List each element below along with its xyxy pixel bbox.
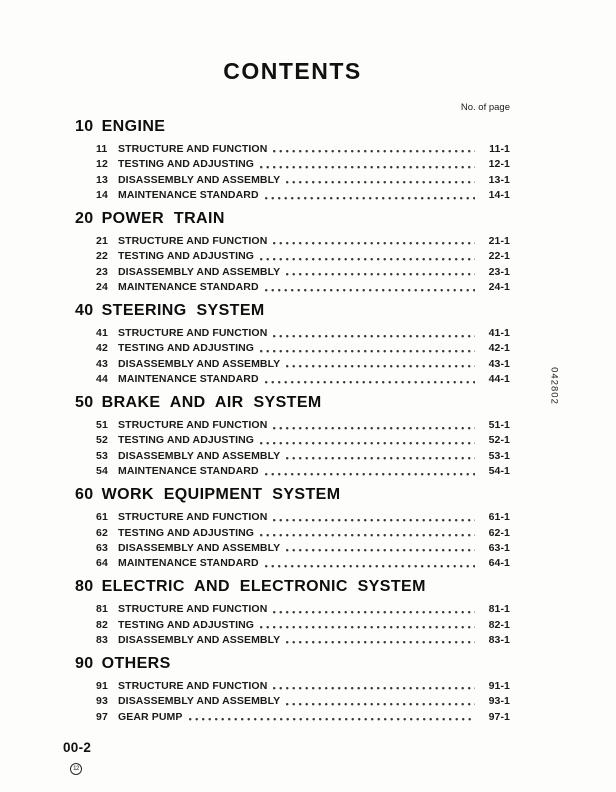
toc-row	[75, 340, 510, 355]
dot-leader	[265, 196, 475, 200]
section-number: 40	[75, 302, 94, 320]
toc-row	[75, 677, 510, 692]
item-title: TESTING AND ADJUSTING	[118, 250, 255, 263]
dot-leader	[260, 441, 475, 445]
item-page-number: 83-1	[488, 633, 510, 646]
item-title: TESTING AND ADJUSTING	[118, 434, 255, 447]
toc-row	[75, 462, 510, 477]
item-number: 91	[96, 679, 108, 692]
item-number: 97	[96, 710, 108, 723]
item-number: 83	[96, 633, 108, 646]
item-number: 14	[96, 189, 108, 202]
item-title: TESTING AND ADJUSTING	[118, 618, 255, 631]
section-heading	[75, 118, 510, 135]
item-page-number: 44-1	[488, 373, 510, 386]
toc-row	[75, 370, 510, 385]
section-heading	[75, 302, 510, 319]
dot-leader	[260, 625, 475, 629]
toc-row	[75, 616, 510, 631]
item-number: 64	[96, 557, 108, 570]
item-title: STRUCTURE AND FUNCTION	[118, 679, 268, 692]
item-title: DISASSEMBLY AND ASSEMBLY	[118, 265, 281, 278]
item-page-number: 12-1	[488, 158, 510, 171]
item-number: 13	[96, 173, 108, 186]
item-number: 53	[96, 449, 108, 462]
item-page-number: 24-1	[488, 281, 510, 294]
item-title: TESTING AND ADJUSTING	[118, 342, 255, 355]
item-title: MAINTENANCE STANDARD	[118, 465, 259, 478]
item-title: MAINTENANCE STANDARD	[118, 557, 259, 570]
item-title: STRUCTURE AND FUNCTION	[118, 511, 268, 524]
item-page-number: 52-1	[488, 434, 510, 447]
item-page-number: 82-1	[488, 618, 510, 631]
item-title: STRUCTURE AND FUNCTION	[118, 327, 268, 340]
dot-leader	[273, 686, 475, 690]
item-number: 22	[96, 250, 108, 263]
dot-leader	[265, 380, 475, 384]
toc-row	[75, 554, 510, 569]
toc-row	[75, 324, 510, 339]
item-title: DISASSEMBLY AND ASSEMBLY	[118, 357, 281, 370]
toc-section	[75, 578, 510, 646]
toc-row	[75, 692, 510, 707]
toc-section	[75, 655, 510, 723]
item-number: 41	[96, 327, 108, 340]
item-page-number: 51-1	[488, 419, 510, 432]
dot-leader	[260, 165, 475, 169]
toc-row	[75, 524, 510, 539]
item-title: STRUCTURE AND FUNCTION	[118, 234, 268, 247]
toc-row	[75, 232, 510, 247]
dot-leader	[273, 610, 475, 614]
toc-row	[75, 447, 510, 462]
toc-row	[75, 186, 510, 201]
item-number: 23	[96, 265, 108, 278]
item-number: 82	[96, 618, 108, 631]
toc-list	[75, 118, 510, 732]
item-number: 63	[96, 541, 108, 554]
section-number: 20	[75, 210, 94, 228]
item-title: TESTING AND ADJUSTING	[118, 526, 255, 539]
toc-section	[75, 210, 510, 294]
toc-row	[75, 263, 510, 278]
dot-leader	[260, 257, 475, 261]
page-title: CONTENTS	[223, 58, 362, 84]
dot-leader	[273, 426, 475, 430]
section-number: 80	[75, 578, 94, 596]
item-title: STRUCTURE AND FUNCTION	[118, 419, 268, 432]
dot-leader	[286, 364, 475, 368]
dot-leader	[273, 518, 475, 522]
item-page-number: 21-1	[488, 234, 510, 247]
toc-row	[75, 171, 510, 186]
item-page-number: 42-1	[488, 342, 510, 355]
item-number: 51	[96, 419, 108, 432]
toc-section	[75, 394, 510, 478]
toc-row	[75, 432, 510, 447]
section-title: OTHERS	[101, 654, 171, 672]
item-number: 44	[96, 373, 108, 386]
dot-leader	[260, 533, 475, 537]
dot-leader	[273, 241, 475, 245]
dot-leader	[286, 640, 475, 644]
footer-page-number: 00-2	[63, 740, 92, 755]
dot-leader	[286, 548, 475, 552]
item-title: DISASSEMBLY AND ASSEMBLY	[118, 449, 281, 462]
toc-section	[75, 486, 510, 570]
toc-row	[75, 508, 510, 523]
section-title: BRAKE AND AIR SYSTEM	[101, 394, 322, 412]
toc-section	[75, 118, 510, 202]
toc-row	[75, 631, 510, 646]
item-number: 24	[96, 281, 108, 294]
item-title: DISASSEMBLY AND ASSEMBLY	[118, 541, 281, 554]
toc-row	[75, 416, 510, 431]
item-number: 81	[96, 603, 108, 616]
toc-row	[75, 140, 510, 155]
section-title: WORK EQUIPMENT SYSTEM	[101, 486, 341, 504]
item-number: 54	[96, 465, 108, 478]
toc-section	[75, 302, 510, 386]
side-form-code: 042802	[548, 367, 560, 405]
section-title: ELECTRIC AND ELECTRONIC SYSTEM	[101, 578, 426, 596]
item-title: STRUCTURE AND FUNCTION	[118, 603, 268, 616]
dot-leader	[273, 149, 475, 153]
item-page-number: 41-1	[488, 327, 510, 340]
item-number: 52	[96, 434, 108, 447]
item-title: DISASSEMBLY AND ASSEMBLY	[118, 695, 281, 708]
dot-leader	[273, 334, 475, 338]
item-title: DISASSEMBLY AND ASSEMBLY	[118, 633, 281, 646]
toc-row	[75, 539, 510, 554]
section-number: 60	[75, 486, 94, 504]
item-page-number: 81-1	[488, 603, 510, 616]
item-page-number: 64-1	[488, 557, 510, 570]
toc-row	[75, 600, 510, 615]
item-title: DISASSEMBLY AND ASSEMBLY	[118, 173, 281, 186]
item-number: 21	[96, 234, 108, 247]
item-page-number: 54-1	[488, 465, 510, 478]
item-number: 11	[96, 142, 108, 155]
section-heading	[75, 486, 510, 503]
toc-row	[75, 355, 510, 370]
item-page-number: 43-1	[488, 357, 510, 370]
dot-leader	[260, 349, 475, 353]
section-heading	[75, 394, 510, 411]
item-page-number: 93-1	[488, 695, 510, 708]
item-page-number: 22-1	[488, 250, 510, 263]
item-number: 61	[96, 511, 108, 524]
dot-leader	[265, 472, 475, 476]
section-number: 50	[75, 394, 94, 412]
item-title: MAINTENANCE STANDARD	[118, 281, 259, 294]
item-title: STRUCTURE AND FUNCTION	[118, 142, 268, 155]
item-number: 12	[96, 158, 108, 171]
dot-leader	[286, 180, 475, 184]
section-title: POWER TRAIN	[101, 210, 225, 228]
dot-leader	[286, 456, 475, 460]
item-page-number: 97-1	[488, 710, 510, 723]
item-page-number: 62-1	[488, 526, 510, 539]
page-ref-label: No. of page	[460, 102, 510, 113]
toc-row	[75, 155, 510, 170]
toc-row	[75, 247, 510, 262]
dot-leader	[265, 288, 475, 292]
item-page-number: 11-1	[489, 142, 510, 155]
item-page-number: 91-1	[488, 679, 510, 692]
item-number: 93	[96, 695, 108, 708]
item-title: MAINTENANCE STANDARD	[118, 373, 259, 386]
item-page-number: 23-1	[488, 265, 510, 278]
section-title: ENGINE	[101, 118, 166, 135]
dot-leader	[286, 702, 475, 706]
section-title: STEERING SYSTEM	[101, 302, 265, 320]
item-number: 42	[96, 342, 108, 355]
item-page-number: 14-1	[488, 189, 510, 202]
section-heading	[75, 655, 510, 672]
dot-leader	[286, 272, 475, 276]
section-number: 90	[75, 654, 94, 672]
toc-row	[75, 708, 510, 723]
footer-revision-circled-mark: 12	[70, 763, 82, 775]
item-title: TESTING AND ADJUSTING	[118, 158, 255, 171]
section-heading	[75, 578, 510, 595]
page-footer	[63, 739, 91, 775]
item-page-number: 61-1	[488, 511, 510, 524]
dot-leader	[189, 717, 476, 721]
dot-leader	[265, 564, 475, 568]
item-title: MAINTENANCE STANDARD	[118, 189, 259, 202]
toc-row	[75, 278, 510, 293]
item-page-number: 63-1	[488, 541, 510, 554]
item-number: 62	[96, 526, 108, 539]
item-title: GEAR PUMP	[118, 710, 183, 723]
item-page-number: 13-1	[488, 173, 510, 186]
item-number: 43	[96, 357, 108, 370]
section-number: 10	[75, 118, 94, 135]
item-page-number: 53-1	[488, 449, 510, 462]
section-heading	[75, 210, 510, 227]
